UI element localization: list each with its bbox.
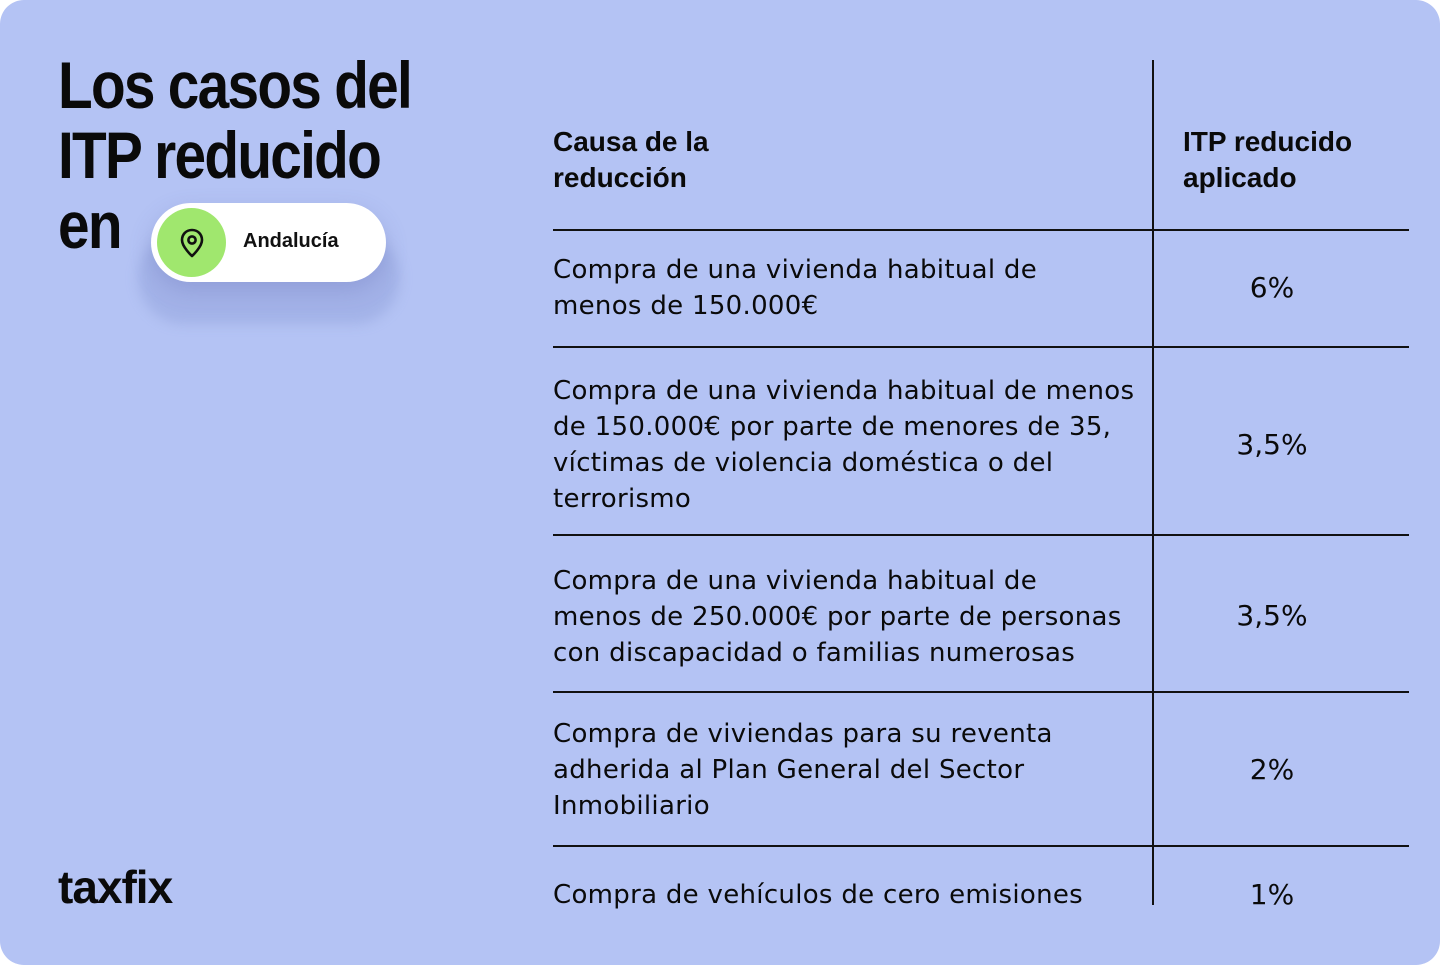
row-divider [553, 229, 1409, 231]
table-row-5-cause: Compra de vehículos de cero emisiones [553, 880, 1084, 910]
header-cause: Causa de la reducción [553, 126, 709, 193]
table-row-3-cause: Compra de una vivienda habitual de menos de 250.000€ por parte de personas con discapacidad o familias numerosas [553, 566, 1122, 668]
location-label: Andalucía [243, 230, 339, 252]
title-line-2: ITP reducido [58, 118, 381, 192]
row-divider [553, 534, 1409, 536]
taxfix-logo: taxfix [58, 861, 173, 913]
title-line-3: en [58, 188, 121, 262]
location-pin-badge [157, 208, 226, 277]
table-row-1-cause: Compra de una vivienda habitual de menos de 150.000€ [553, 255, 1038, 321]
table-row-2-rate: 3,5% [1236, 428, 1308, 461]
table-row-1-rate: 6% [1249, 271, 1295, 304]
row-divider [553, 691, 1409, 693]
table-row-4-rate: 2% [1249, 753, 1295, 786]
row-divider [553, 346, 1409, 348]
location-pin-icon [179, 228, 205, 258]
header-rate: ITP reducido aplicado [1183, 126, 1353, 193]
table-row-3-rate: 3,5% [1236, 599, 1308, 632]
row-divider [553, 845, 1409, 847]
title-line-1: Los casos del [58, 48, 412, 122]
table-row-5-rate: 1% [1249, 878, 1295, 911]
table-row-4-cause: Compra de viviendas para su reventa adherida al Plan General del Sector Inmobiliario [553, 719, 1053, 821]
table-row-2-cause: Compra de una vivienda habitual de menos de 150.000€ por parte de menores de 35, víctimas de violencia doméstica o del terrorismo [553, 376, 1135, 514]
location-pill [151, 203, 386, 282]
